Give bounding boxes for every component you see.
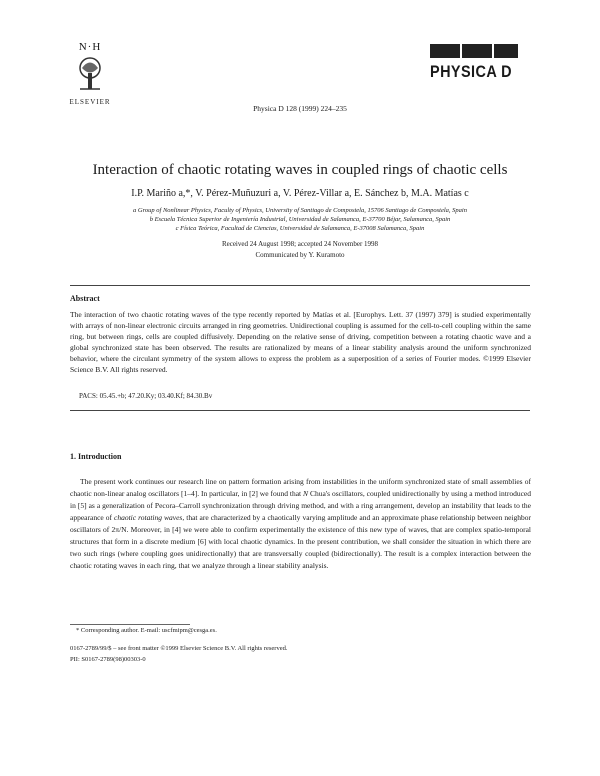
affiliation-b: b Escuela Técnica Superior de Ingeniería Industrial, Universidad de Salamanca, E-37700 Béjar, Salamanca, Spain bbox=[149, 216, 451, 223]
pacs-codes: PACS: 05.45.+b; 47.20.Ky; 03.40.Kf; 84.30.Bv bbox=[79, 392, 213, 400]
intro-part-2: Chua's oscillators, coupled unidirectionally by using a method introduced in [5] as a generalization of Pecora–Carroll synchronization through driving method, and with a ring arrangement, develop an instability that leads to the appearance of bbox=[70, 489, 531, 522]
divider-top bbox=[70, 285, 530, 286]
publisher-logo bbox=[68, 42, 112, 106]
journal-logo-text: PHYSICA D bbox=[430, 62, 512, 81]
abstract-heading: Abstract bbox=[70, 294, 100, 303]
tree-icon bbox=[76, 55, 104, 91]
intro-emphasis: chaotic rotating waves bbox=[114, 513, 183, 522]
intro-part-1: The present work continues our research line on pattern formation arising from instabilities in the uniform synchronized state of small assemblies of chaotic non-linear analog oscillators [1–4]. In particular, in [2] we found that bbox=[70, 477, 531, 498]
divider-bottom bbox=[70, 410, 530, 411]
pii-line: PII: S0167-2789(98)00303-0 bbox=[70, 656, 146, 663]
footnote-rule bbox=[70, 624, 190, 625]
journal-reference: Physica D 128 (1999) 224–235 bbox=[253, 104, 347, 113]
introduction-text bbox=[70, 476, 531, 572]
issn-line: 0167-2789/99/$ – see front matter ©1999 Elsevier Science B.V. All rights reserved. bbox=[70, 645, 288, 652]
intro-n-symbol: N bbox=[303, 489, 309, 498]
abstract-text: The interaction of two chaotic rotating waves of the type recently reported by Matías et al. [Europhys. Lett. 37 (1997) 379] is studied experimentally with arrays of non-linear electronic circuits arranged in ring geometries. Unidirectional coupling is assumed for the cell-to-cell coupling within the same ring, but between rings, cells are coupled diffusively. Depending on the relative sense of driving, competition between a rotating chaotic wave and a global synchronized state has been observed. The results are rationalized by means of a linear stability analysis around the uniform synchronized behavior, where the circulant symmetry of the system allows to express the problem as a superposition of a series of Fourier modes. ©1999 Elsevier Science B.V. All rights reserved. bbox=[70, 310, 531, 374]
received-dates: Received 24 August 1998; accepted 24 November 1998 bbox=[221, 240, 379, 248]
affiliation-c: c Física Teórica, Facultad de Ciencias, Universidad de Salamanca, E-37008 Salamanca, Spain bbox=[175, 225, 425, 232]
section-heading: 1. Introduction bbox=[70, 452, 122, 461]
journal-logo bbox=[430, 44, 518, 82]
publisher-mark: N·H bbox=[78, 41, 102, 53]
journal-logo-bars bbox=[430, 44, 518, 58]
affiliation-a: a Group of Nonlinear Physics, Faculty of Physics, University of Santiago de Compostela, 15706 Santiago de Compostela, Spain bbox=[133, 207, 467, 214]
intro-part-3: , that are characterized by a chaotically varying amplitude and an approximate phase relationship between neighbor oscillators of 2π/N. Moreover, in [4] we were able to confirm experimentally the existence of this new type of waves, that are complex spatio-temporal structures that form in a discrete medium [6] with local chaotic dynamics. In the present contribution, we shall consider the situation in which there are two such rings (where coupling goes unidirectionally) that are transversally coupled (bidirectionally). The result is a complex interaction between the chaotic rotating waves in each ring, that we analyze through a linear stability analysis. bbox=[70, 513, 532, 570]
corresponding-author-footnote: * Corresponding author. E-mail: uscfmipm@cesga.es. bbox=[76, 627, 217, 634]
communicated-by: Communicated by Y. Kuramoto bbox=[255, 251, 345, 259]
publisher-name: ELSEVIER bbox=[69, 98, 111, 106]
author-list: I.P. Mariño a,*, V. Pérez-Muñuzuri a, V. Pérez-Villar a, E. Sánchez b, M.A. Matías c bbox=[131, 188, 469, 199]
paper-title: Interaction of chaotic rotating waves in coupled rings of chaotic cells bbox=[92, 162, 508, 178]
